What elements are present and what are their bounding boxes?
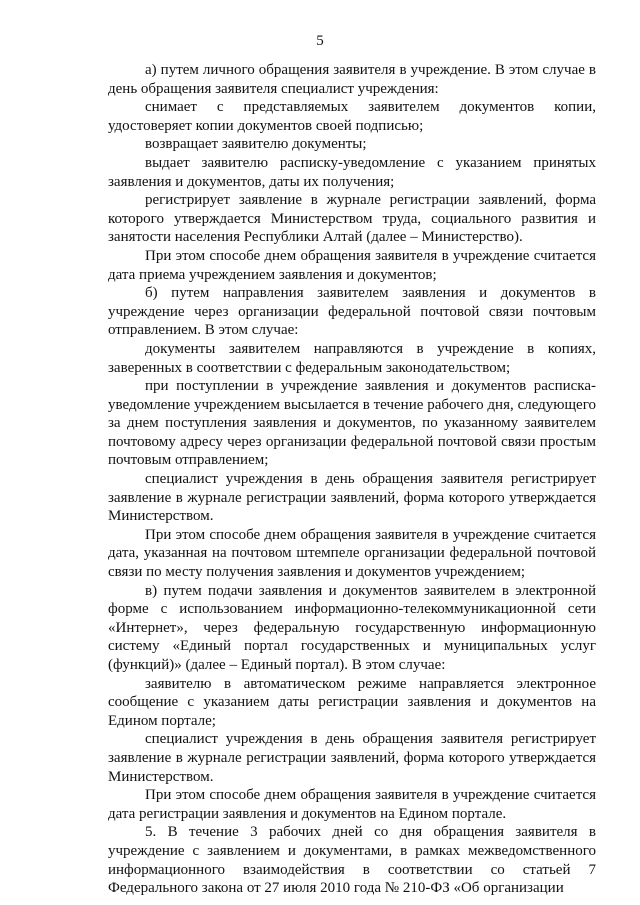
paragraph-receipt-issued: выдает заявителю расписку-уведомление с указанием принятых заявления и документов, даты их получения;: [108, 154, 596, 190]
paragraph-documents-returned: возвращает заявителю документы;: [145, 136, 367, 153]
paragraph-copies-certified: снимает с представляемых заявителем документов копии, удостоверяет копии документов своей подписью;: [108, 99, 596, 134]
document-body: [108, 61, 596, 898]
paragraph-date-personal: При этом способе днем обращения заявителя в учреждение считается дата приема учреждением заявления и документов;: [108, 247, 596, 283]
paragraph-a-personal-visit: а) путем личного обращения заявителя в учреждение. В этом случае в день обращения заявителя специалист учреждения:: [108, 62, 596, 97]
paragraph-postal-copies: документы заявителем направляются в учреждение в копиях, заверенных в соответствии с федеральным законодательством;: [108, 340, 596, 376]
page-number: 5: [316, 33, 324, 49]
paragraph-date-postal: При этом способе днем обращения заявителя в учреждение считается дата, указанная на почтовом штемпеле организации федеральной почтовой связи по месту получения заявления и документов учреждением;: [108, 526, 596, 581]
paragraph-date-electronic: При этом способе днем обращения заявителя в учреждение считается дата регистрации заявления и документов на Едином портале.: [108, 787, 596, 822]
paragraph-postal-receipt: при поступлении в учреждение заявления и документов расписка-уведомление учреждением высылается в течение рабочего дня, следующего за днем поступления заявления и документов, по указанному заявителем почтовому адресу через организации федеральной почтовой связи простым почтовым отправлением;: [108, 378, 596, 469]
paragraph-electronic-registration: специалист учреждения в день обращения заявителя регистрирует заявление в журнале регистрации заявлений, форма которого утверждается Министерством.: [108, 731, 596, 785]
paragraph-b-postal: б) путем направления заявителем заявления и документов в учреждение через организации федеральной почтовой связи почтовым отправлением. В этом случае:: [108, 285, 596, 339]
paragraph-postal-registration: специалист учреждения в день обращения заявителя регистрирует заявление в журнале регистрации заявлений, форма которого утверждается Министерством.: [108, 471, 596, 525]
paragraph-c-electronic: в) путем подачи заявления и документов заявителем в электронной форме с использованием информационно-телекоммуникационной сети «Интернет», через федеральную государственную информационную систему «Единый портал государственных и муниципальных услуг (функций)» (далее – Единый портал). В этом случае:: [108, 582, 596, 673]
paragraph-item-5: 5. В течение 3 рабочих дней со дня обращения заявителя в учреждение с заявлением и документами, в рамках межведомственного информационного взаимодействия в соответствии со статьей 7 Федерального закона от 27 июля 2010 года № 210-ФЗ «Об организации: [108, 824, 596, 897]
paragraph-electronic-message: заявителю в автоматическом режиме направляется электронное сообщение с указанием даты регистрации заявления и документов на Едином портале;: [108, 675, 596, 729]
paragraph-registration-ministry: регистрирует заявление в журнале регистрации заявлений, форма которого утверждается Министерством труда, социального развития и занятости населения Республики Алтай (далее – Министерство).: [108, 192, 596, 246]
